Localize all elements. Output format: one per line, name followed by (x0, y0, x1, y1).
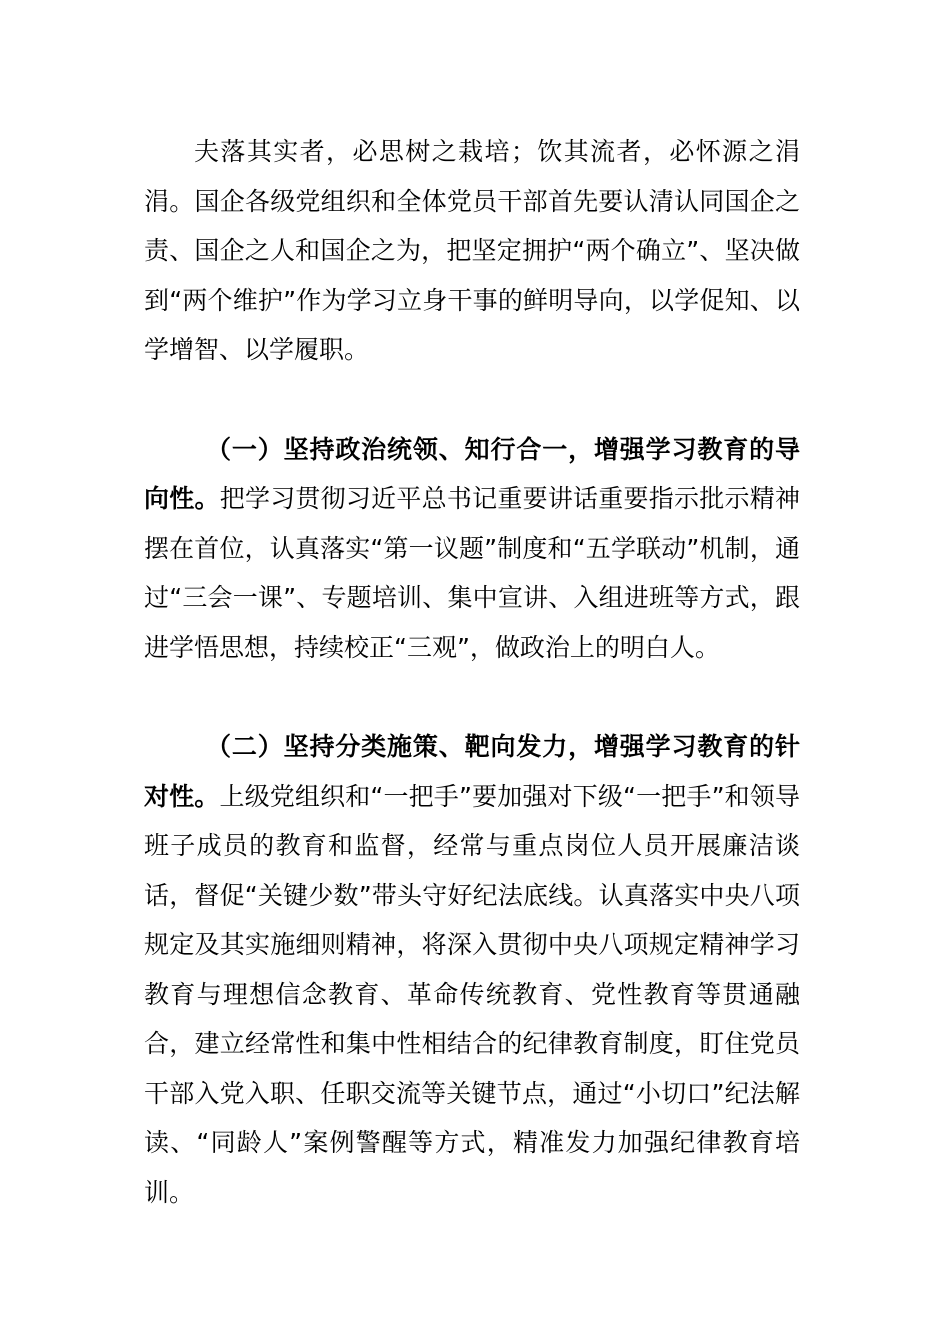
section-1-body: 把学习贯彻习近平总书记重要讲话重要指示批示精神摆在首位，认真落实“第一议题”制度和“五学联动”机制，通过“三会一课”、专题培训、集中宣讲、入组进班等方式，跟进学悟思想，持续校正“三观”，做政治上的明白人。 (144, 484, 800, 662)
document-body (144, 127, 800, 1217)
section-1-paragraph (144, 425, 800, 673)
section-1-heading: （一）坚持政治统领、知行合一，增强学习教育的导向性。 (144, 434, 800, 513)
intro-paragraph: 夫落其实者，必思树之栽培；饮其流者，必怀源之涓涓。国企各级党组织和全体党员干部首先要认清认同国企之责、国企之人和国企之为，把坚定拥护“两个确立”、坚决做到“两个维护”作为学习立身干事的鲜明导向，以学促知、以学增智、以学履职。 (144, 137, 800, 364)
section-2-heading: （二）坚持分类施策、靶向发力，增强学习教育的针对性。 (144, 732, 800, 811)
section-2-body: 上级党组织和“一把手”要加强对下级“一把手”和领导班子成员的教育和监督，经常与重点岗位人员开展廉洁谈话，督促“关键少数”带头守好纪法底线。认真落实中央八项规定及其实施细则精神，将深入贯彻中央八项规定精神学习教育与理想信念教育、革命传统教育、党性教育等贯通融合，建立经常性和集中性相结合的纪律教育制度，盯住党员干部入党入职、任职交流等关键节点，通过“小切口”纪法解读、“同龄人”案例警醒等方式，精准发力加强纪律教育培训。 (144, 781, 800, 1207)
section-2-paragraph (144, 722, 800, 1217)
